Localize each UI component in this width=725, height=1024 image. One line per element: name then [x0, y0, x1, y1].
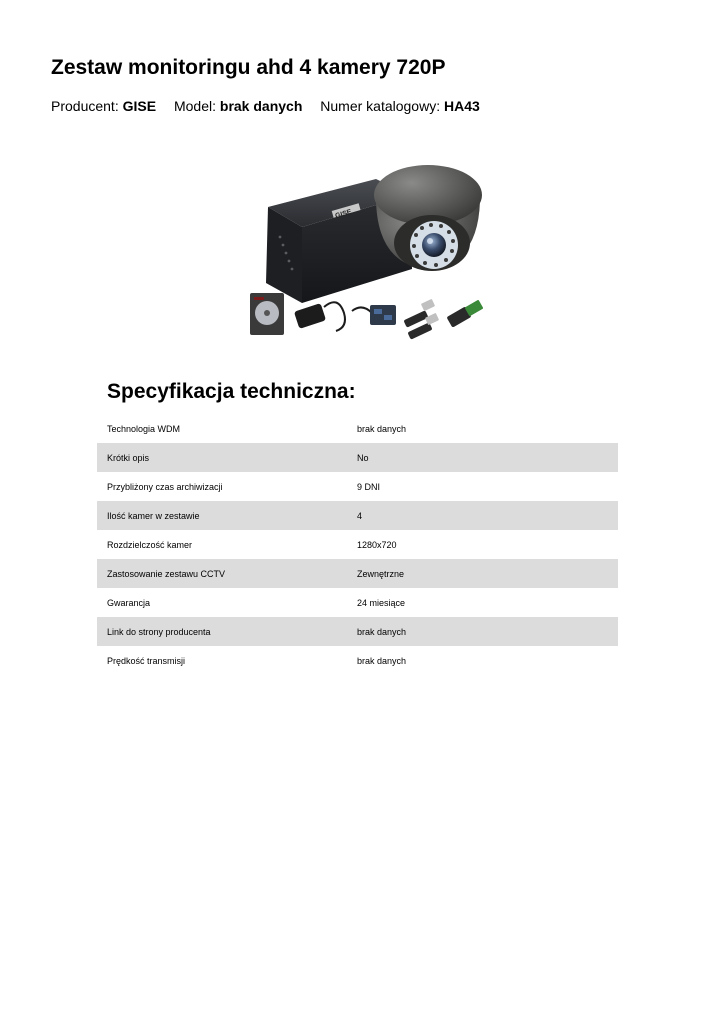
- producer: [51, 98, 156, 114]
- table-row: [97, 646, 618, 675]
- table-row: [97, 414, 618, 443]
- spec-heading: Specyfikacja techniczna:: [107, 380, 356, 403]
- bnc-connector-icon: [403, 299, 439, 340]
- dvr-brand-label: GISE: [334, 208, 353, 221]
- splitter-icon: [352, 305, 396, 325]
- catalog-label: Numer katalogowy:: [320, 98, 441, 114]
- spec-value: 1280x720: [357, 539, 397, 550]
- power-adapter-icon: [294, 302, 345, 331]
- product-meta: [51, 98, 494, 114]
- spec-value: brak danych: [357, 655, 407, 666]
- spec-label: Technologia WDM: [107, 423, 181, 434]
- catalog-number: [320, 98, 480, 114]
- table-row: [97, 472, 618, 501]
- producer-label: Producent:: [51, 98, 119, 114]
- product-image: [240, 155, 490, 340]
- dc-plug-icon: [446, 300, 483, 328]
- table-row: [97, 559, 618, 588]
- spec-value: brak danych: [357, 423, 407, 434]
- spec-value: 4: [357, 501, 618, 530]
- table-row: [97, 530, 618, 559]
- table-row: [97, 443, 618, 472]
- spec-label: Gwarancja: [107, 597, 151, 608]
- model: [174, 98, 302, 114]
- spec-label: Prędkość transmisji: [107, 655, 186, 666]
- table-row: [97, 617, 618, 646]
- spec-value: 9 DNI: [357, 481, 381, 492]
- spec-label: Przybliżony czas archiwizacji: [107, 481, 223, 492]
- spec-label: Krótki opis: [97, 443, 357, 472]
- spec-label: Rozdzielczość kamer: [107, 539, 193, 550]
- model-value: brak danych: [219, 98, 303, 114]
- catalog-value: HA43: [443, 98, 480, 114]
- product-title: Zestaw monitoringu ahd 4 kamery 720P: [51, 56, 446, 79]
- spec-value: Zewnętrzne: [357, 559, 618, 588]
- spec-value: 24 miesiące: [357, 597, 406, 608]
- spec-value: No: [357, 443, 618, 472]
- spec-label: Ilość kamer w zestawie: [97, 501, 357, 530]
- table-row: [97, 588, 618, 617]
- model-label: Model:: [173, 98, 216, 114]
- spec-label: Zastosowanie zestawu CCTV: [97, 559, 357, 588]
- hard-drive-icon: [250, 293, 284, 335]
- table-row: [97, 501, 618, 530]
- spec-label: Link do strony producenta: [97, 617, 357, 646]
- producer-value: GISE: [122, 98, 157, 114]
- spec-table: [97, 414, 618, 675]
- spec-value: brak danych: [357, 617, 618, 646]
